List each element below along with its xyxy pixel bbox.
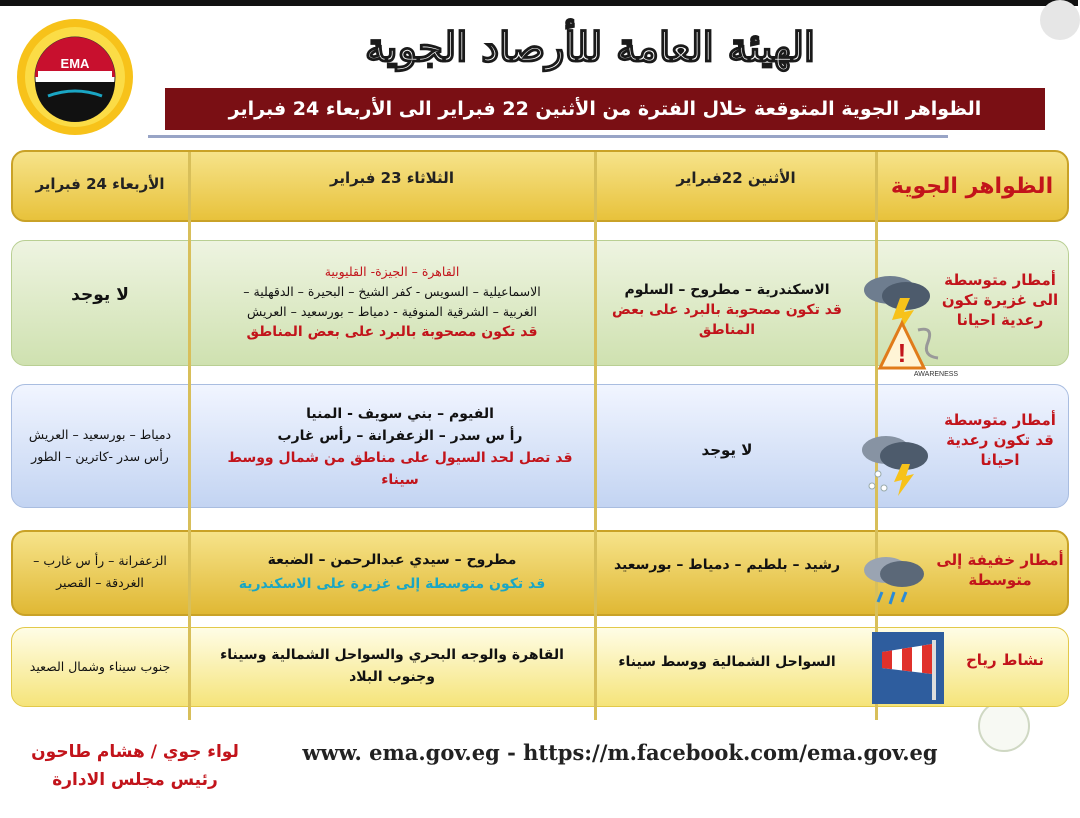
row3-day3-line2: الغردقة – القصير bbox=[56, 575, 144, 590]
thunder-rain-cloud-icon bbox=[856, 430, 936, 498]
row2-day2-line2: رأ س سدر – الزعفرانة – رأس غارب bbox=[277, 428, 523, 444]
decor-circle-top bbox=[1040, 0, 1080, 40]
signature bbox=[20, 738, 250, 794]
column-divider bbox=[188, 152, 191, 720]
row4-day2-line1: القاهرة والوجه البحري والسواحل الشمالية وسيناء bbox=[220, 647, 564, 663]
website-links[interactable]: www. ema.gov.eg - https://m.facebook.com/ema.gov.eg bbox=[302, 740, 938, 765]
row4-day1: السواحل الشمالية ووسط سيناء bbox=[618, 654, 836, 670]
phenomenon-label: أمطار خفيفة إلى متوسطة bbox=[936, 551, 1064, 589]
page-title: الهيئة العامة للأرصاد الجوية bbox=[364, 24, 816, 71]
phenomenon-label: أمطار متوسطة الى غزيرة تكون رعدية احيانا bbox=[941, 271, 1059, 329]
row1-day2-line1: الاسماعيلية – السويس - كفر الشيخ – البحيرة – الدقهلية – bbox=[243, 284, 541, 299]
awareness-caption: AWARENESS bbox=[913, 371, 959, 378]
row2-day2 bbox=[220, 394, 580, 500]
row3-day2-line1: مطروح – سيدي عبدالرحمن – الضبعة bbox=[267, 552, 517, 568]
row1-day3: لا يوجد bbox=[71, 285, 129, 305]
ema-logo bbox=[14, 16, 136, 138]
header-phenomena-label: الظواهر الجوية bbox=[890, 173, 1054, 199]
row4-day2-line2: وجنوب البلاد bbox=[349, 669, 435, 685]
row2-day1: لا يوجد bbox=[701, 441, 753, 459]
row1-day1-areas: الاسكندرية – مطروح – السلوم bbox=[624, 282, 830, 298]
row1-day1-note: قد تكون مصحوبة بالبرد على بعض المناطق bbox=[612, 302, 842, 338]
header-day3: الأربعاء 24 فبراير bbox=[35, 175, 165, 193]
subtitle-underline bbox=[148, 135, 948, 138]
row2-day3-line2: رأس سدر -كاترين – الطور bbox=[31, 449, 169, 464]
header-phenomena bbox=[878, 152, 1066, 220]
logo-text: EMA bbox=[60, 56, 90, 71]
row2-day3-line1: دمياط – بورسعيد – العريش bbox=[28, 427, 172, 442]
row3-day3-line1: الزعفرانة – رأ س غارب – bbox=[33, 553, 167, 568]
row1-day2-line2: الغربية – الشرقية المنوفية - دمياط – بورسعيد – العريش bbox=[247, 304, 537, 319]
header-day1: الأثنين 22فبراير bbox=[676, 169, 796, 187]
header-day2: الثلاثاء 23 فبراير bbox=[330, 169, 454, 187]
rain-cloud-icon bbox=[858, 548, 930, 610]
row4-day3: جنوب سيناء وشمال الصعيد bbox=[29, 658, 171, 674]
phenomenon-label: أمطار متوسطة قد تكون رعدية احيانا bbox=[944, 411, 1056, 469]
row1-day2 bbox=[192, 252, 592, 352]
row3-day2 bbox=[192, 542, 592, 602]
row2-day3 bbox=[13, 420, 187, 472]
subtitle-banner: الظواهر الجوية المتوقعة خلال الفترة من الأثنين 22 فبراير الى الأربعاء 24 فبراير bbox=[165, 88, 1045, 130]
row1-day1 bbox=[598, 270, 856, 350]
signature-name: لواء جوي / هشام طاحون bbox=[31, 742, 239, 762]
svg-text:!: ! bbox=[897, 338, 907, 368]
thunderstorm-awareness-icon bbox=[856, 268, 959, 378]
row4-day2 bbox=[192, 638, 592, 694]
row1-day2-note: قد تكون مصحوبة بالبرد على بعض المناطق bbox=[246, 324, 538, 340]
phenomenon-label: نشاط رياح bbox=[965, 651, 1045, 669]
row1-day2-top: القاهرة – الجيزة- القليوبية bbox=[324, 264, 460, 279]
column-divider bbox=[594, 152, 597, 720]
signature-title: رئيس مجلس الادارة bbox=[52, 770, 218, 790]
windsock-icon bbox=[872, 632, 944, 704]
decor-circle-bottom bbox=[978, 700, 1030, 752]
top-border bbox=[0, 0, 1078, 6]
row3-day3 bbox=[13, 546, 187, 598]
row2-day2-line1: الفيوم – بني سويف - المنيا bbox=[306, 406, 494, 422]
row3-day2-note: قد تكون متوسطة إلى غزيرة على الاسكندرية bbox=[238, 576, 546, 592]
row2-day2-note: قد تصل لحد السيول على مناطق من شمال ووسط سيناء bbox=[227, 450, 573, 488]
row3-day1: رشيد – بلطيم – دمياط – بورسعيد bbox=[613, 557, 841, 573]
